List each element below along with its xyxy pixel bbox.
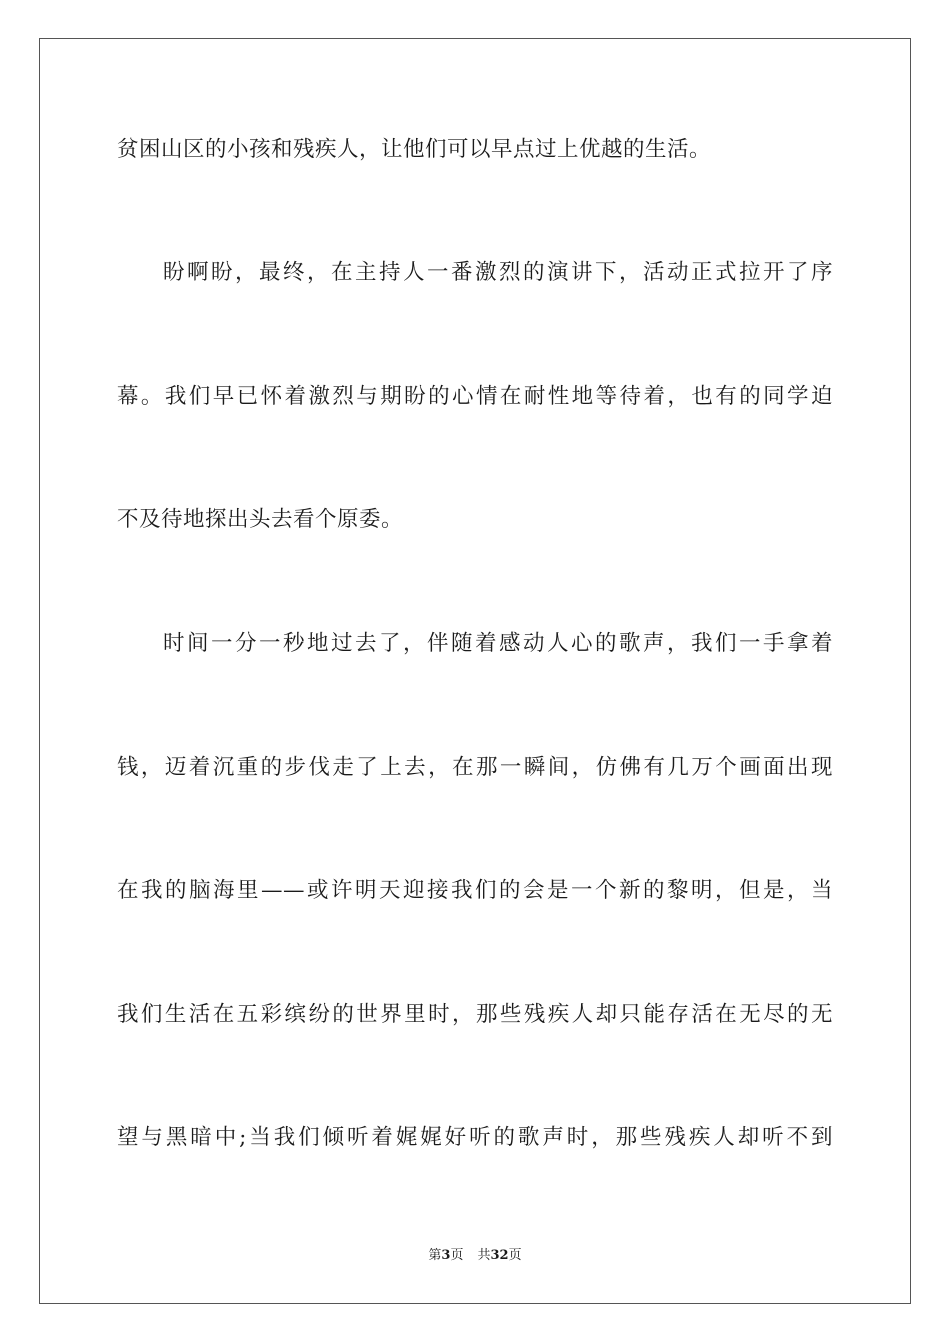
- text-line-4: 不及待地探出头去看个原委。: [117, 507, 404, 532]
- total-prefix: 共: [477, 1248, 491, 1263]
- text-line-7: 在我的脑海里——或许明天迎接我们的会是一个新的黎明，但是，当: [117, 878, 833, 903]
- page-number: 3: [441, 1248, 451, 1263]
- text-line-3: 幕。我们早已怀着激烈与期盼的心情在耐性地等待着，也有的同学迫: [117, 384, 833, 409]
- total-pages: 32: [490, 1248, 509, 1263]
- text-line-5: 时间一分一秒地过去了，伴随着感动人心的歌声，我们一手拿着: [163, 631, 833, 656]
- text-line-6: 钱，迈着沉重的步伐走了上去，在那一瞬间，仿佛有几万个画面出现: [117, 755, 833, 780]
- page-suffix: 页: [450, 1248, 464, 1263]
- text-line-8: 我们生活在五彩缤纷的世界里时，那些残疾人却只能存活在无尽的无: [117, 1002, 833, 1027]
- page-border: [39, 38, 911, 1304]
- text-line-9: 望与黑暗中;当我们倾听着娓娓好听的歌声时，那些残疾人却听不到: [117, 1125, 833, 1150]
- total-suffix: 页: [508, 1248, 522, 1263]
- text-line-1: 贫困山区的小孩和残疾人，让他们可以早点过上优越的生活。: [117, 137, 712, 162]
- page-footer: [0, 1246, 950, 1266]
- page-prefix: 第: [428, 1248, 442, 1263]
- text-line-2: 盼啊盼，最终，在主持人一番激烈的演讲下，活动正式拉开了序: [163, 260, 833, 285]
